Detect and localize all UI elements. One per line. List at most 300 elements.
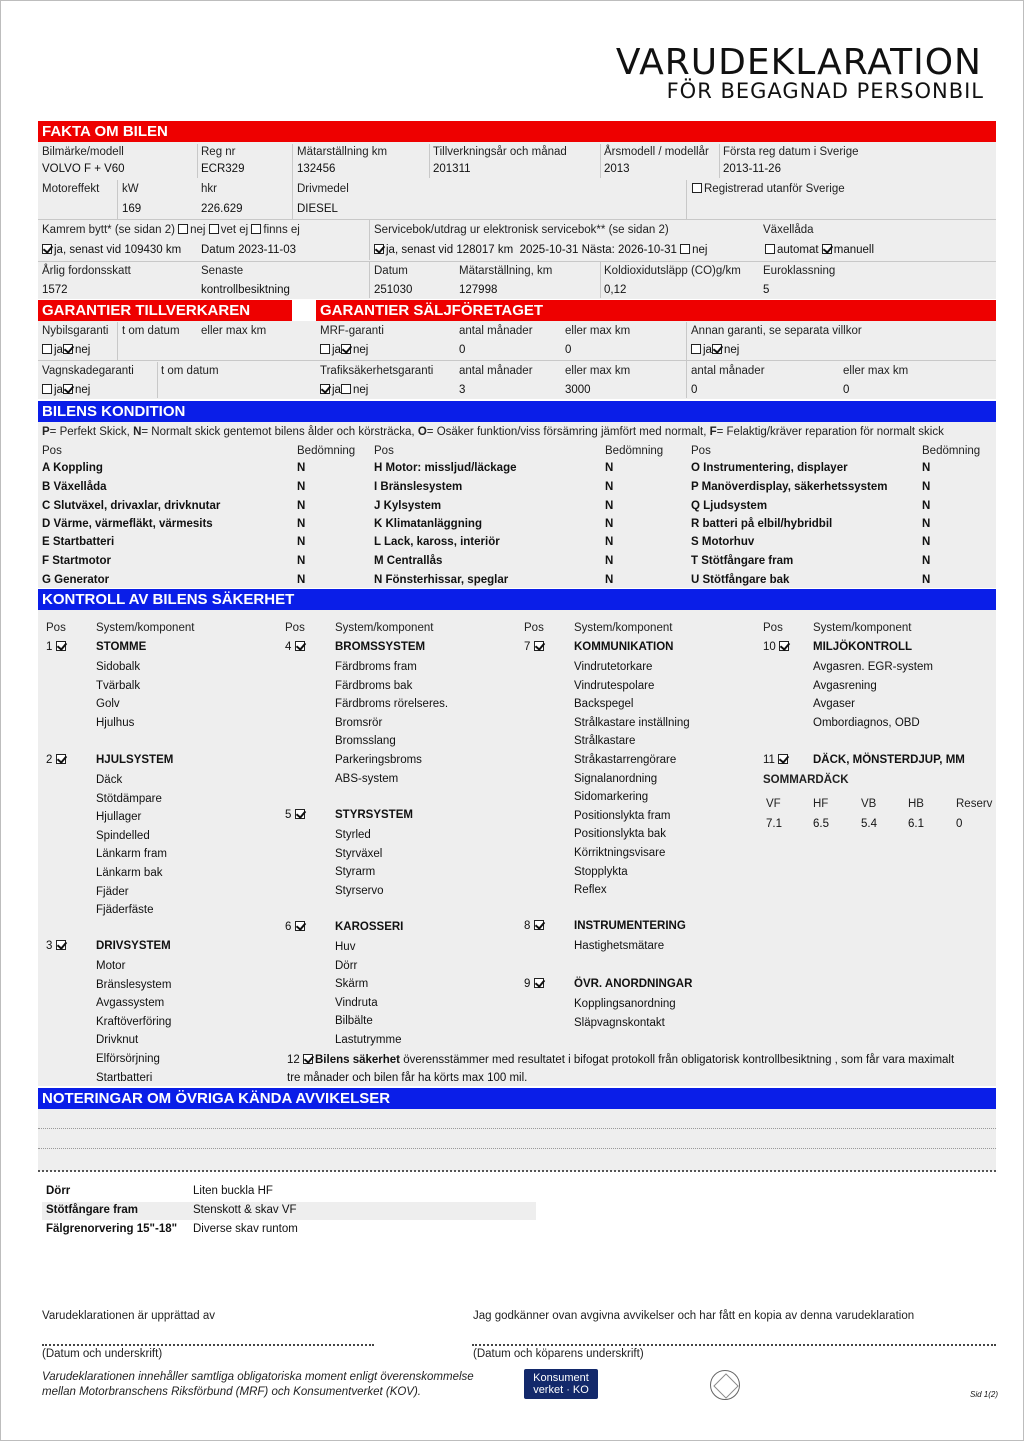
nybil-ja-label: ja <box>54 344 63 356</box>
sakerhet-component: Styrväxel <box>335 848 383 860</box>
sakerhet-group-number <box>285 921 307 933</box>
servicebok-row <box>374 244 707 256</box>
sakerhet-component: Strålkastare <box>574 735 636 747</box>
nybil-tom-label: t om datum <box>122 325 180 337</box>
logo-line-1: Konsument <box>533 1372 589 1384</box>
sakerhet-component: Bränslesystem <box>96 979 172 991</box>
g12-row <box>287 1054 954 1066</box>
vagnskada-ja-label: ja <box>54 384 63 396</box>
sakerhet-group-title: STYRSYSTEM <box>335 809 413 821</box>
vaxellada-label: Växellåda <box>763 224 814 236</box>
sakerhet-group-number <box>763 641 791 653</box>
sakerhet-component: Golv <box>96 698 120 710</box>
document-subtitle: FÖR BEGAGNAD PERSONBIL <box>666 79 984 103</box>
kamrem-vetej-label: vet ej <box>220 224 249 236</box>
sakerhet-component: Vindrutespolare <box>574 680 655 692</box>
sakerhet-component: Avgasrening <box>813 680 877 692</box>
nybil-nej-label: nej <box>74 344 91 356</box>
legend-p-text: = Perfekt Skick, <box>49 426 134 438</box>
logo-line-2: verket · KO <box>533 1384 589 1396</box>
tillv-value: 201311 <box>433 163 471 175</box>
sakerhet-component: Styrled <box>335 829 371 841</box>
sakerhet-component: Stråkastarrengörare <box>574 754 677 766</box>
sakerhet-component: Färdbroms rörelseres. <box>335 698 449 710</box>
nybil-ja-checkbox[interactable] <box>42 344 52 354</box>
kond-bed-label-1: Bedömning <box>297 445 356 457</box>
note-value: Diverse skav runtom <box>193 1223 298 1235</box>
sakerhet-component: Vindruta <box>335 997 378 1009</box>
kond-bed-label-3: Bedömning <box>922 445 981 457</box>
sakerhet-component: Hastighetsmätare <box>574 940 665 952</box>
annan-label: Annan garanti, se separata villkor <box>691 325 862 337</box>
kondition-item-name: A Koppling <box>42 462 103 474</box>
kondition-item-name: S Motorhuv <box>691 536 755 548</box>
tire-position-label: VF <box>766 798 781 810</box>
sakerhet-group-checkbox[interactable] <box>534 978 544 988</box>
sakerhet-component: Drivknut <box>96 1034 139 1046</box>
vagnskada-tom-label: t om datum <box>161 365 219 377</box>
motoreffekt-label: Motoreffekt <box>42 183 100 195</box>
mrf-km-label: eller max km <box>565 325 631 337</box>
mrf-km-value: 0 <box>565 344 572 356</box>
servicebok-nej-label: nej <box>692 244 708 256</box>
sakerhet-component: Tvärbalk <box>96 680 141 692</box>
arsmodell-value: 2013 <box>604 163 630 175</box>
sakerhet-system-label: System/komponent <box>574 622 673 634</box>
sakerhet-group-title: KAROSSERI <box>335 921 404 933</box>
annan-nej-checkbox[interactable] <box>712 344 722 354</box>
sakerhet-pos-label: Pos <box>763 622 783 634</box>
kondition-item-grade: N <box>922 481 931 493</box>
sakerhet-group-num: 5 <box>285 809 292 821</box>
sakerhet-group-title: MILJÖKONTROLL <box>813 641 913 653</box>
annan-man-value: 0 <box>691 384 698 396</box>
note-value: Liten buckla HF <box>193 1185 273 1197</box>
sakerhet-component: Avgasren. EGR-system <box>813 661 933 673</box>
tillv-label: Tillverkningsår och månad <box>433 146 567 158</box>
sakerhet-component: Kopplingsanordning <box>574 998 676 1010</box>
sakerhet-system-label: System/komponent <box>813 622 912 634</box>
sakerhet-component: Sidobalk <box>96 661 141 673</box>
euro-label: Euroklassning <box>763 265 836 277</box>
godkanner-label: Jag godkänner ovan avgivna avvikelser och har fått en kopia av denna varudeklaration <box>473 1310 915 1322</box>
sakerhet-component: Vindrutetorkare <box>574 661 653 673</box>
bilmarke-label: Bilmärke/modell <box>42 146 124 158</box>
note-line-1 <box>38 1128 996 1129</box>
sakerhet-group-num: 11 <box>763 754 775 766</box>
sakerhet-component: Skärm <box>335 978 369 990</box>
sakerhet-component: Körriktningsvisare <box>574 847 666 859</box>
euro-value: 5 <box>763 284 770 296</box>
kondition-item-name: Q Ljudsystem <box>691 500 768 512</box>
buyer-signature-line[interactable] <box>472 1344 996 1346</box>
mrf-seal-icon <box>710 1370 740 1400</box>
kamrem-nej-label: nej <box>190 224 206 236</box>
kondition-item-grade: N <box>605 574 614 586</box>
section-fakta-heading: FAKTA OM BILEN <box>38 121 996 142</box>
mrf-label: MRF-garanti <box>320 325 384 337</box>
skatt-label: Årlig fordonsskatt <box>42 265 131 277</box>
vagnskada-nej-checkbox[interactable] <box>63 384 73 394</box>
sakerhet-component: Bromsrör <box>335 717 383 729</box>
sakerhet-component: Fjäderfäste <box>96 904 154 916</box>
legend-n-text: = Normalt skick gentemot bilens ålder och körsträcka, <box>141 426 418 438</box>
sakerhet-group-checkbox[interactable] <box>778 754 788 764</box>
sakerhet-component: Spindelled <box>96 830 150 842</box>
servicebok-datum: 2025-10-31 Nästa: 2026-10-31 <box>519 244 677 256</box>
sakerhet-group-number <box>524 920 546 932</box>
checkbox-icon[interactable] <box>692 183 702 193</box>
annan-ja-checkbox[interactable] <box>691 344 701 354</box>
sakerhet-group-num: 7 <box>524 641 531 653</box>
matar2-value: 127998 <box>459 284 498 296</box>
matar-value: 132456 <box>297 163 336 175</box>
sakerhet-component: Länkarm bak <box>96 867 163 879</box>
co2-value: 0,12 <box>604 284 627 296</box>
bilmarke-value: VOLVO F + V60 <box>42 163 125 175</box>
kondition-item-grade: N <box>297 555 306 567</box>
seller-signature-line[interactable] <box>42 1344 374 1346</box>
sakerhet-component: Avgaser <box>813 698 855 710</box>
sakerhet-component: Länkarm fram <box>96 848 167 860</box>
datum-value: 251030 <box>374 284 413 296</box>
section-kondition-heading: BILENS KONDITION <box>38 401 996 422</box>
kw-label: kW <box>122 183 139 195</box>
vagnskada-choice <box>42 384 90 396</box>
kondition-item-name: B Växellåda <box>42 481 107 493</box>
sakerhet-component: Signalanordning <box>574 773 658 785</box>
sakerhet-group-num: 1 <box>46 641 53 653</box>
sakerhet-component: Fjäder <box>96 886 129 898</box>
sakerhet-component: Elförsörjning <box>96 1053 160 1065</box>
sakerhet-group-checkbox[interactable] <box>56 754 66 764</box>
sakerhet-group-title: HJULSYSTEM <box>96 754 174 766</box>
sakerhet-component: Backspegel <box>574 698 634 710</box>
servicebok-ja-label: ja, senast vid 128017 km <box>386 244 514 256</box>
sakerhet-group-number <box>46 641 68 653</box>
vagnskada-nej-label: nej <box>74 384 91 396</box>
kondition-item-name: E Startbatteri <box>42 536 115 548</box>
kondition-item-name: U Stötfångare bak <box>691 574 790 586</box>
note-value: Stenskott & skav VF <box>193 1204 297 1216</box>
trafik-ja-checkbox[interactable] <box>320 384 330 394</box>
kond-pos-label-1: Pos <box>42 445 62 457</box>
section-sakerhet-heading: KONTROLL AV BILENS SÄKERHET <box>38 589 996 610</box>
mrf-nej-label: nej <box>352 344 369 356</box>
sakerhet-component: Hjullager <box>96 811 142 823</box>
kamrem-finnsej-label: finns ej <box>263 224 300 236</box>
kondition-item-grade: N <box>922 536 931 548</box>
note-line-2 <box>38 1148 996 1149</box>
tire-position-label: HB <box>908 798 924 810</box>
note-label: Fälgrenorvering 15"-18" <box>46 1223 178 1235</box>
kondition-item-grade: N <box>922 500 931 512</box>
kondition-item-name: K Klimatanläggning <box>374 518 482 530</box>
sakerhet-component: Lastutrymme <box>335 1034 402 1046</box>
tire-position-label: HF <box>813 798 829 810</box>
footer-note-1: Varudeklarationen innehåller samtliga obligatoriska moment enligt överenskommelse <box>42 1371 474 1383</box>
senaste-label: Senaste <box>201 265 244 277</box>
vagnskada-label: Vagnskadegaranti <box>42 365 134 377</box>
skatt-value: 1572 <box>42 284 68 296</box>
kondition-legend <box>42 426 944 438</box>
mrf-man-value: 0 <box>459 344 466 356</box>
tire-depth-value: 6.1 <box>908 818 924 830</box>
reg-utanfor-label: Registrerad utanför Sverige <box>704 183 845 195</box>
sakerhet-group-title: INSTRUMENTERING <box>574 920 686 932</box>
g12-text1: överensstämmer med resultatet i bifogat protokoll från obligatorisk kontrollbesiktning , som får vara maximalt <box>400 1054 955 1066</box>
regnr-value: ECR329 <box>201 163 245 175</box>
tire-position-label: Reserv <box>956 798 993 810</box>
drivmedel-value: DIESEL <box>297 203 338 215</box>
kondition-item-name: L Lack, kaross, interiör <box>374 536 500 548</box>
annan-man-label: antal månader <box>691 365 765 377</box>
sakerhet-component: Positionslykta bak <box>574 828 667 840</box>
sakerhet-group-number <box>524 978 546 990</box>
sakerhet-pos-label: Pos <box>285 622 305 634</box>
sakerhet-pos-label: Pos <box>46 622 66 634</box>
kondition-item-name: O Instrumentering, displayer <box>691 462 848 474</box>
sakerhet-group-title: BROMSSYSTEM <box>335 641 426 653</box>
kondition-item-name: I Bränslesystem <box>374 481 463 493</box>
mrf-ja-checkbox[interactable] <box>320 344 330 354</box>
kondition-item-name: T Stötfångare fram <box>691 555 794 567</box>
sakerhet-component: Bilbälte <box>335 1015 373 1027</box>
manuell-checkbox[interactable] <box>822 244 832 254</box>
sakerhet-group-checkbox[interactable] <box>534 641 544 651</box>
mrf-choice <box>320 344 368 356</box>
sakerhet-group-num: 3 <box>46 940 53 952</box>
kamrem-row <box>42 224 300 236</box>
kamrem-ja-checkbox[interactable] <box>42 244 52 254</box>
kondition-item-grade: N <box>922 462 931 474</box>
legend-o: O <box>417 426 427 438</box>
kond-pos-label-2: Pos <box>374 445 394 457</box>
nybil-choice <box>42 344 90 356</box>
sakerhet-group-checkbox[interactable] <box>779 641 789 651</box>
kondition-item-grade: N <box>297 518 306 530</box>
legend-o-text: = Osäker funktion/viss försämring jämfört med normalt, <box>426 426 710 438</box>
kondition-item-grade: N <box>297 462 306 474</box>
kond-bed-label-2: Bedömning <box>605 445 664 457</box>
servicebok-label: Servicebok/utdrag ur elektronisk servicebok** (se sidan 2) <box>374 224 669 236</box>
servicebok-ja-checkbox[interactable] <box>374 244 384 254</box>
sakerhet-component: Dörr <box>335 960 358 972</box>
senaste-value: kontrollbesiktning <box>201 284 290 296</box>
sakerhet-group-title: ÖVR. ANORDNINGAR <box>574 978 693 990</box>
kondition-item-name: R batteri på elbil/hybridbil <box>691 518 833 530</box>
sakerhet-pos-label: Pos <box>524 622 544 634</box>
kond-pos-label-3: Pos <box>691 445 711 457</box>
tire-depth-value: 5.4 <box>861 818 877 830</box>
sakerhet-component: Hjulhus <box>96 717 135 729</box>
kondition-item-name: J Kylsystem <box>374 500 442 512</box>
legend-f: F <box>709 426 717 438</box>
kondition-item-name: N Fönsterhissar, speglar <box>374 574 509 586</box>
kondition-item-grade: N <box>605 536 614 548</box>
forsta-reg-value: 2013-11-26 <box>723 163 781 175</box>
kamrem-nej-checkbox[interactable] <box>178 224 188 234</box>
kondition-item-grade: N <box>605 500 614 512</box>
sakerhet-component: Parkeringsbroms <box>335 754 422 766</box>
sakerhet-component: Strålkastare inställning <box>574 717 690 729</box>
trafik-label: Trafiksäkerhetsgaranti <box>320 365 434 377</box>
kondition-item-grade: N <box>605 481 614 493</box>
sakerhet-group-num: 6 <box>285 921 292 933</box>
legend-p: P <box>42 426 50 438</box>
tire-depth-value: 6.5 <box>813 818 829 830</box>
sakerhet-group-checkbox[interactable] <box>295 921 305 931</box>
mrf-ja-label: ja <box>332 344 341 356</box>
hkr-label: hkr <box>201 183 217 195</box>
nybil-nej-checkbox[interactable] <box>63 344 73 354</box>
trafik-nej-checkbox[interactable] <box>341 384 351 394</box>
trafik-man-value: 3 <box>459 384 466 396</box>
sakerhet-group-num: 10 <box>763 641 776 653</box>
kamrem-ja-label: ja, senast vid 109430 km <box>54 244 182 256</box>
trafik-ja-label: ja <box>332 384 341 396</box>
sakerhet-component: Sidomarkering <box>574 791 649 803</box>
matar-label: Mätarställning km <box>297 146 388 158</box>
hkr-value: 226.629 <box>201 203 243 215</box>
sakerhet-component: Huv <box>335 941 356 953</box>
sakerhet-group-checkbox[interactable] <box>534 920 544 930</box>
sakerhet-component: Reflex <box>574 884 607 896</box>
sakerhet-group-title: DRIVSYSTEM <box>96 940 171 952</box>
sakerhet-group-num: 2 <box>46 754 53 766</box>
kondition-item-name: C Slutväxel, drivaxlar, drivknutar <box>42 500 221 512</box>
kondition-item-grade: N <box>922 518 931 530</box>
g12-num: 12 <box>287 1054 300 1066</box>
drivmedel-label: Drivmedel <box>297 183 349 195</box>
vagnskada-ja-checkbox[interactable] <box>42 384 52 394</box>
annan-km-value: 0 <box>843 384 850 396</box>
sakerhet-group-title: KOMMUNIKATION <box>574 641 674 653</box>
sakerhet-component: Avgassystem <box>96 997 165 1009</box>
g12-checkbox[interactable] <box>303 1054 313 1064</box>
trafik-choice <box>320 384 368 396</box>
automat-checkbox[interactable] <box>765 244 775 254</box>
legend-f-text: = Felaktig/kräver reparation för normalt skick <box>716 426 944 438</box>
arsmodell-label: Årsmodell / modellår <box>604 146 709 158</box>
sakerhet-group-number <box>46 940 68 952</box>
vaxellada-row <box>765 244 874 256</box>
sakerhet-component: Positionslykta fram <box>574 810 671 822</box>
co2-label: Koldioxidutsläpp (CO)g/km <box>604 265 741 277</box>
sakerhet-group-title: STOMME <box>96 641 147 653</box>
kondition-item-grade: N <box>297 536 306 548</box>
mrf-nej-checkbox[interactable] <box>341 344 351 354</box>
sakerhet-group-number <box>763 754 790 766</box>
manuell-label: manuell <box>833 244 875 256</box>
matar2-label: Mätarställning, km <box>459 265 553 277</box>
kondition-item-name: P Manöverdisplay, säkerhetssystem <box>691 481 888 493</box>
sakerhet-group-num: 8 <box>524 920 531 932</box>
kondition-item-grade: N <box>297 481 306 493</box>
reg-utanfor-checkbox[interactable] <box>692 183 845 195</box>
sakerhet-component: Färdbroms bak <box>335 680 413 692</box>
trafik-nej-label: nej <box>352 384 369 396</box>
kondition-item-grade: N <box>922 555 931 567</box>
sakerhet-group-number <box>524 641 546 653</box>
sakerhet-component: ABS-system <box>335 773 399 785</box>
section-noteringar-heading: NOTERINGAR OM ÖVRIGA KÄNDA AVVIKELSER <box>38 1088 996 1109</box>
sakerhet-system-label: System/komponent <box>335 622 434 634</box>
sakerhet-component: Bromsslang <box>335 735 396 747</box>
automat-label: automat <box>777 244 819 256</box>
legend-n: N <box>133 426 142 438</box>
sakerhet-group-checkbox[interactable] <box>56 940 66 950</box>
sakerhet-system-label: System/komponent <box>96 622 195 634</box>
kondition-item-name: G Generator <box>42 574 110 586</box>
kamrem-vetej-checkbox[interactable] <box>209 224 219 234</box>
tire-depth-value: 7.1 <box>766 818 782 830</box>
datum-label: Datum <box>374 265 408 277</box>
note-label: Dörr <box>46 1185 71 1197</box>
sakerhet-component: Startbatteri <box>96 1072 153 1084</box>
section-garanti-salj-heading: GARANTIER SÄLJFÖRETAGET <box>316 300 996 321</box>
sakerhet-group-checkbox[interactable] <box>295 641 305 651</box>
regnr-label: Reg nr <box>201 146 236 158</box>
kw-value: 169 <box>122 203 142 215</box>
g12-text2: tre månader och bilen får ha körts max 100 mil. <box>287 1072 528 1084</box>
servicebok-nej-checkbox[interactable] <box>680 244 690 254</box>
sommardack-label: SOMMARDÄCK <box>763 774 849 786</box>
sakerhet-component: Stötdämpare <box>96 793 162 805</box>
mrf-man-label: antal månader <box>459 325 533 337</box>
kondition-item-grade: N <box>605 462 614 474</box>
sakerhet-component: Stopplykta <box>574 866 628 878</box>
forsta-reg-label: Första reg datum i Sverige <box>723 146 859 158</box>
nybil-km-label: eller max km <box>201 325 267 337</box>
kamrem-datum: Datum 2023-11-03 <box>201 244 297 256</box>
kondition-item-grade: N <box>605 518 614 530</box>
kondition-item-name: H Motor: missljud/läckage <box>374 462 517 474</box>
sakerhet-group-checkbox[interactable] <box>56 641 66 651</box>
kamrem-ja-row <box>42 244 181 256</box>
nybil-label: Nybilsgaranti <box>42 325 109 337</box>
sakerhet-group-num: 9 <box>524 978 531 990</box>
sakerhet-component: Släpvagnskontakt <box>574 1017 665 1029</box>
upprattad-label: Varudeklarationen är upprättad av <box>42 1310 216 1322</box>
trafik-man-label: antal månader <box>459 365 533 377</box>
kamrem-finnsej-checkbox[interactable] <box>251 224 261 234</box>
note-line-3 <box>38 1170 996 1172</box>
section-garanti-tillv-heading: GARANTIER TILLVERKAREN <box>38 300 292 321</box>
sakerhet-component: Däck <box>96 774 123 786</box>
sakerhet-component: Motor <box>96 960 126 972</box>
sakerhet-component: Styrarm <box>335 866 376 878</box>
kondition-item-name: M Centrallås <box>374 555 443 567</box>
note-label: Stötfångare fram <box>46 1204 139 1216</box>
tire-position-label: VB <box>861 798 877 810</box>
annan-nej-label: nej <box>723 344 740 356</box>
tire-depth-value: 0 <box>956 818 963 830</box>
konsumentverket-logo <box>524 1369 598 1399</box>
g12-bold: Bilens säkerhet <box>315 1054 401 1066</box>
noteringar-panel <box>38 1109 996 1171</box>
footer-note-2: mellan Motorbranschens Riksförbund (MRF) och Konsumentverket (KOV). <box>42 1386 422 1398</box>
datum-kop-label: (Datum och köparens underskrift) <box>473 1348 644 1360</box>
sakerhet-group-num: 4 <box>285 641 292 653</box>
sakerhet-component: Färdbroms fram <box>335 661 417 673</box>
kondition-item-grade: N <box>605 555 614 567</box>
annan-choice <box>691 344 739 356</box>
sakerhet-component: Kraftöverföring <box>96 1016 172 1028</box>
sakerhet-group-number <box>285 641 307 653</box>
sakerhet-group-checkbox[interactable] <box>295 809 305 819</box>
page-number: Sid 1(2) <box>970 1390 999 1399</box>
